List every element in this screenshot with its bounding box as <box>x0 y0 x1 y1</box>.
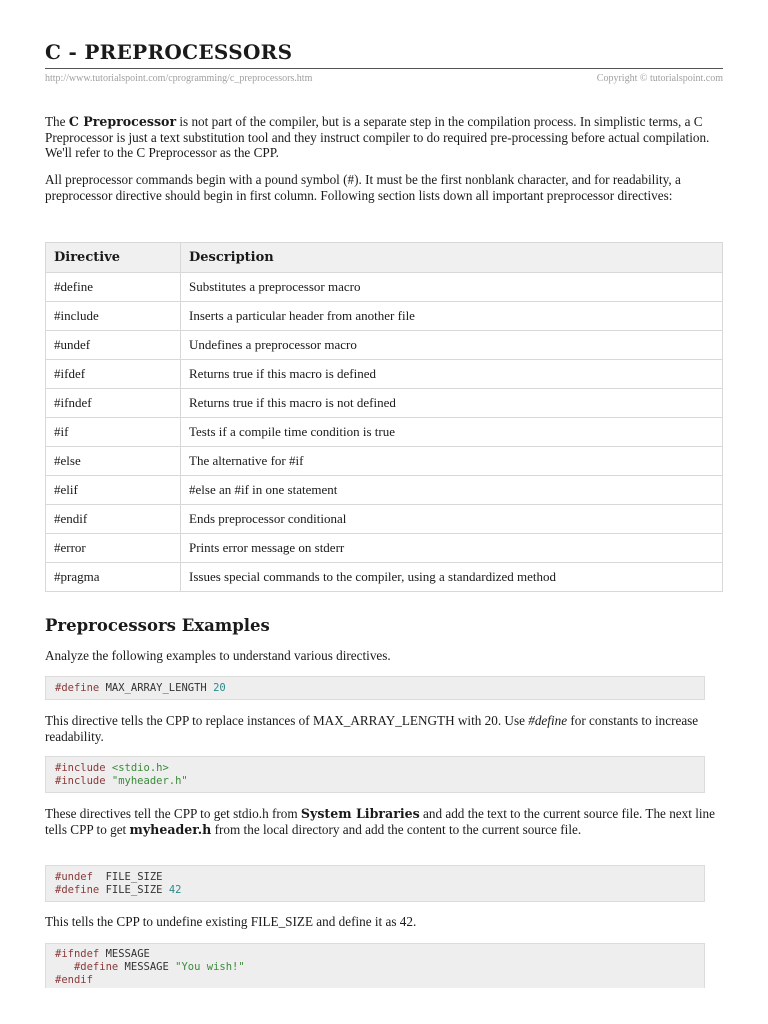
page-title: C - PREPROCESSORS <box>45 40 293 64</box>
description-cell: Undefines a preprocessor macro <box>181 331 723 360</box>
directive-cell: #elif <box>46 476 181 505</box>
table-row <box>46 418 723 447</box>
description-cell: Returns true if this macro is not defined <box>181 389 723 418</box>
directive-cell: #undef <box>46 331 181 360</box>
code-string: "myheader.h" <box>105 775 188 787</box>
explanation-text: from the local directory and add the content to the current source file. <box>211 821 582 837</box>
description-cell: Substitutes a preprocessor macro <box>181 273 723 302</box>
copyright-notice: Copyright © tutorialspoint.com <box>596 73 723 84</box>
code-string: <stdio.h> <box>105 762 169 774</box>
title-divider <box>45 68 723 69</box>
undef-explanation: This tells the CPP to undefine existing FILE_SIZE and define it as 42. <box>45 914 417 929</box>
directive-cell: #endif <box>46 505 181 534</box>
code-line <box>55 948 695 961</box>
code-string: "You wish!" <box>175 961 245 973</box>
explanation-text: These directives tell the CPP to get stdio.h from <box>45 806 301 821</box>
description-cell: #else an #if in one statement <box>181 476 723 505</box>
code-line <box>55 961 695 974</box>
description-cell: Issues special commands to the compiler, using a standardized method <box>181 563 723 592</box>
explanation-text: for constants to increase readability. <box>45 713 699 744</box>
table-row <box>46 447 723 476</box>
directive-cell: #if <box>46 418 181 447</box>
code-keyword: #define <box>55 884 100 896</box>
code-identifier: MAX_ARRAY_LENGTH <box>99 682 214 694</box>
directive-cell: #error <box>46 534 181 563</box>
code-keyword: #include <box>55 775 106 787</box>
description-cell: Tests if a compile time condition is true <box>181 418 723 447</box>
directive-cell: #define <box>46 273 181 302</box>
section-heading: Preprocessors Examples <box>45 616 270 635</box>
table-row <box>46 505 723 534</box>
code-keyword: #endif <box>55 974 93 986</box>
source-url[interactable]: http://www.tutorialspoint.com/cprogramming/c_preprocessors.htm <box>45 73 313 84</box>
explanation-bold: System Libraries <box>300 806 420 821</box>
intro-text: is not part of the compiler, but is a separate step in the compilation process. In simplistic terms, a C Preprocessor is just a text substitution tool and they instruct compiler to do required pre-processing before actual compilation. We'll refer to the C Preprocessor as the CPP. <box>45 114 710 160</box>
intro-paragraph-2: All preprocessor commands begin with a pound symbol (#). It must be the first nonblank character, and for readability, a preprocessor directive should begin in first column. Following section lists down all important preprocessor directives: <box>45 172 681 203</box>
code-identifier: FILE_SIZE <box>92 871 163 883</box>
explanation-italic: #define <box>528 713 568 728</box>
code-block-ifndef <box>45 943 705 988</box>
code-line <box>55 682 695 695</box>
code-indent <box>55 961 74 973</box>
code-keyword: #ifndef <box>55 948 100 960</box>
code-keyword: #define <box>55 682 100 694</box>
table-row <box>46 563 723 592</box>
directive-cell: #ifndef <box>46 389 181 418</box>
table-row <box>46 360 723 389</box>
table-row <box>46 389 723 418</box>
include-explanation <box>45 806 723 837</box>
directive-cell: #else <box>46 447 181 476</box>
header-directive: Directive <box>46 243 181 273</box>
intro-paragraph-1 <box>45 114 723 161</box>
code-block-undef <box>45 865 705 902</box>
description-cell: Inserts a particular header from another file <box>181 302 723 331</box>
code-identifier: MESSAGE <box>99 948 150 960</box>
directive-cell: #include <box>46 302 181 331</box>
intro-text: The <box>45 114 69 129</box>
code-keyword: #include <box>55 762 106 774</box>
code-keyword: #undef <box>55 871 93 883</box>
directives-table <box>45 242 723 592</box>
description-cell: The alternative for #if <box>181 447 723 476</box>
description-cell: Prints error message on stderr <box>181 534 723 563</box>
code-identifier: FILE_SIZE <box>99 884 169 896</box>
description-cell: Returns true if this macro is defined <box>181 360 723 389</box>
code-line <box>55 974 695 987</box>
table-row <box>46 331 723 360</box>
code-number: 42 <box>168 884 182 896</box>
code-block-include <box>45 756 705 793</box>
header-description: Description <box>181 243 723 273</box>
explanation-text: This directive tells the CPP to replace instances of MAX_ARRAY_LENGTH with 20. Use <box>45 713 529 728</box>
explanation-text: and add the text to the current source file. The next line tells CPP to get <box>45 806 715 837</box>
table-header-row <box>46 243 723 273</box>
code-line <box>55 871 695 884</box>
table-row <box>46 476 723 505</box>
directive-cell: #ifdef <box>46 360 181 389</box>
table-row <box>46 273 723 302</box>
examples-lead: Analyze the following examples to understand various directives. <box>45 648 391 663</box>
intro-bold-term: C Preprocessor <box>68 114 177 129</box>
code-line <box>55 884 695 897</box>
code-line <box>55 775 695 788</box>
table-row <box>46 302 723 331</box>
description-cell: Ends preprocessor conditional <box>181 505 723 534</box>
code-keyword: #define <box>73 961 119 973</box>
explanation-bold: myheader.h <box>129 821 212 837</box>
code-identifier: MESSAGE <box>118 961 176 973</box>
code-line <box>55 762 695 775</box>
table-row <box>46 534 723 563</box>
code-block-define <box>45 676 705 700</box>
directive-cell: #pragma <box>46 563 181 592</box>
code-number: 20 <box>213 682 226 694</box>
define-explanation <box>45 713 723 744</box>
